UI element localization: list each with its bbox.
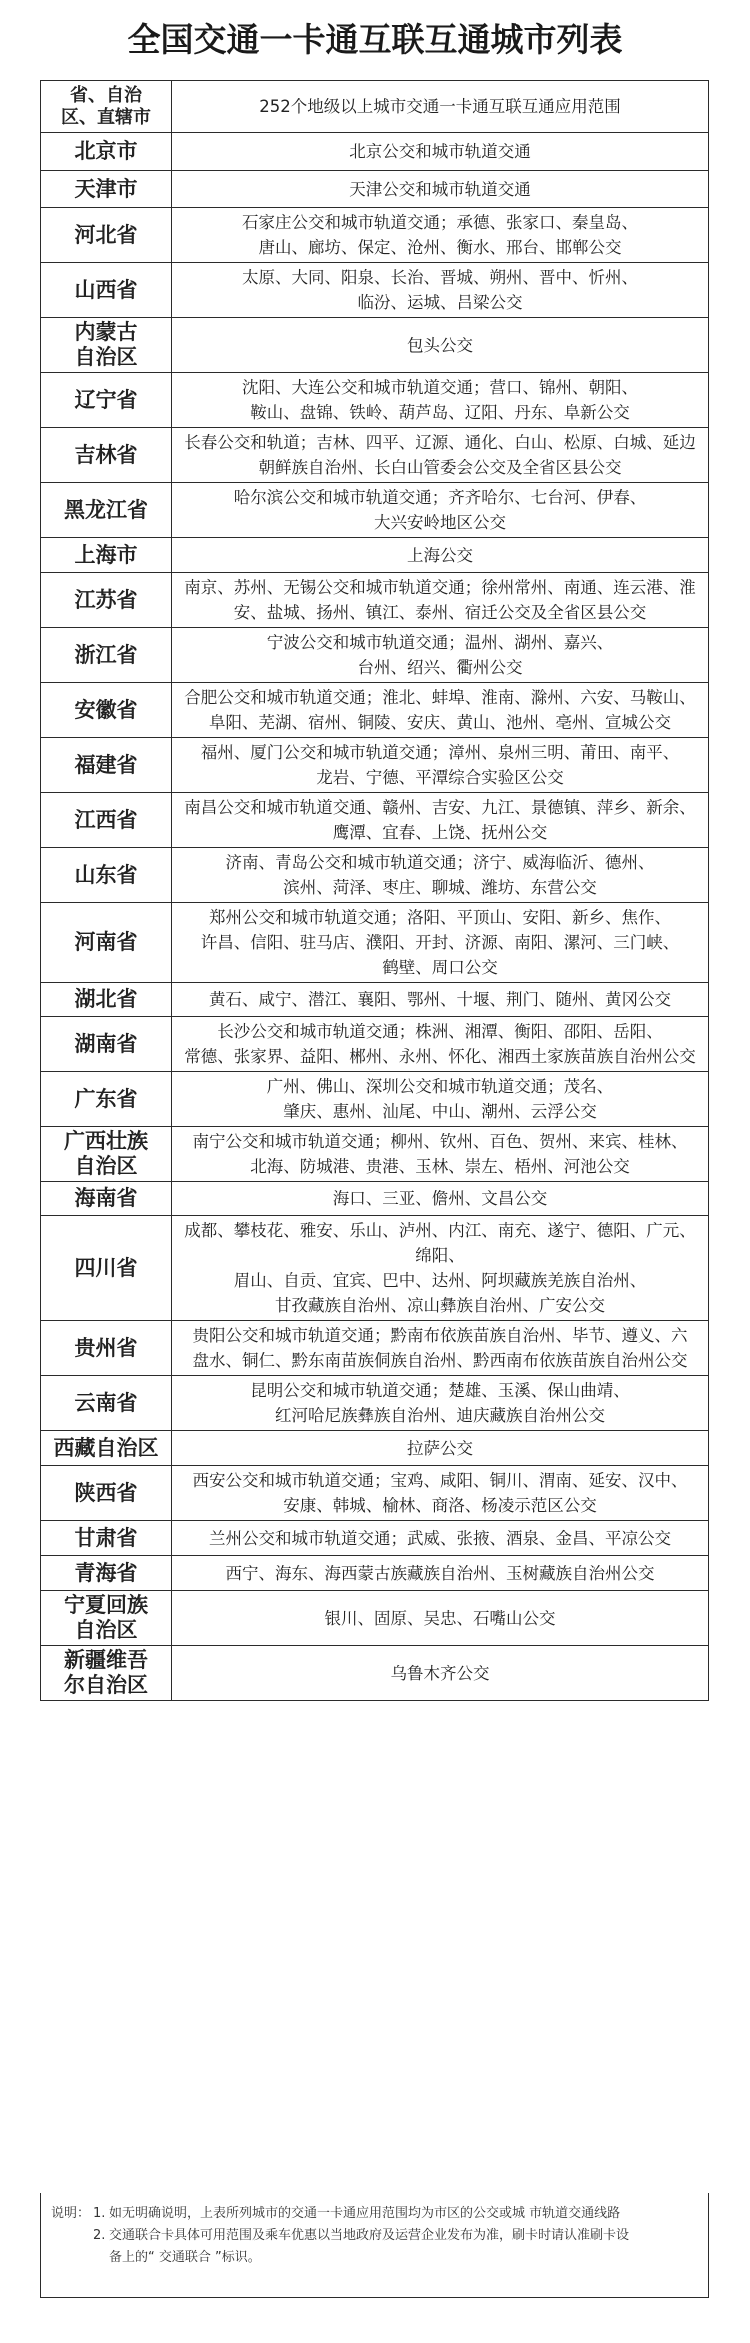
region-name: 湖北省	[74, 987, 138, 1011]
table-row	[41, 903, 709, 983]
scope-cell	[172, 428, 709, 483]
scope-text: 沈阳、大连公交和城市轨道交通；营口、锦州、朝阳、 鞍山、盘锦、铁岭、葫芦岛、辽阳、丹东、阜新公交	[242, 378, 638, 422]
table-row	[41, 1127, 709, 1182]
scope-cell	[172, 263, 709, 318]
region-name: 福建省	[74, 752, 138, 777]
table-body	[41, 81, 709, 1701]
region-cell	[41, 318, 172, 373]
scope-cell	[172, 793, 709, 848]
scope-cell	[172, 318, 709, 373]
scope-text: 昆明公交和城市轨道交通；楚雄、玉溪、保山曲靖、 红河哈尼族彝族自治州、迪庆藏族自治州公交	[250, 1381, 630, 1425]
header-scope-cell	[172, 81, 709, 133]
region-cell	[41, 373, 172, 428]
table-row	[41, 983, 709, 1017]
table-row	[41, 208, 709, 263]
scope-text: 广州、佛山、深圳公交和城市轨道交通；茂名、 肇庆、惠州、汕尾、中山、潮州、云浮公交	[266, 1077, 614, 1121]
table-row	[41, 1591, 709, 1646]
table-row	[41, 263, 709, 318]
region-cell	[41, 428, 172, 483]
table-row	[41, 1646, 709, 1701]
region-cell	[41, 1646, 172, 1701]
scope-cell	[172, 171, 709, 208]
region-name: 广西壮族 自治区	[64, 1129, 148, 1178]
region-name: 吉林省	[74, 442, 138, 467]
table-row	[41, 428, 709, 483]
table-row	[41, 573, 709, 628]
note-number: 1.	[93, 2206, 106, 2221]
region-name: 北京市	[74, 139, 138, 163]
table-row	[41, 538, 709, 573]
scope-text: 西安公交和城市轨道交通；宝鸡、咸阳、铜川、渭南、延安、汉中、 安康、韩城、榆林、商洛、杨凌示范区公交	[192, 1471, 688, 1515]
region-cell	[41, 1321, 172, 1376]
scope-text: 福州、厦门公交和城市轨道交通；漳州、泉州三明、莆田、南平、 龙岩、宁德、平潭综合实验区公交	[200, 743, 680, 787]
scope-cell	[172, 1646, 709, 1701]
region-cell	[41, 133, 172, 171]
region-name: 天津市	[74, 176, 138, 201]
scope-text: 包头公交	[407, 335, 473, 355]
region-name: 辽宁省	[74, 387, 138, 412]
scope-cell	[172, 373, 709, 428]
scope-cell	[172, 1466, 709, 1521]
table-header-row	[41, 81, 709, 133]
header-region-label: 省、自治 区、直辖市	[61, 84, 151, 128]
table-row	[41, 1216, 709, 1321]
scope-text: 西宁、海东、海西蒙古族藏族自治州、玉树藏族自治州公交	[225, 1563, 655, 1583]
scope-cell	[172, 1521, 709, 1556]
region-name: 上海市	[74, 542, 138, 567]
scope-text: 天津公交和城市轨道交通	[349, 179, 531, 199]
scope-cell	[172, 1216, 709, 1321]
region-name: 安徽省	[74, 697, 138, 722]
table-row	[41, 373, 709, 428]
table-row	[41, 1376, 709, 1431]
scope-text: 南宁公交和城市轨道交通；柳州、钦州、百色、贺州、来宾、桂林、 北海、防城港、贵港、玉林、崇左、梧州、河池公交	[192, 1132, 688, 1176]
scope-cell	[172, 573, 709, 628]
scope-cell	[172, 628, 709, 683]
note-item	[51, 2225, 698, 2247]
table-row	[41, 318, 709, 373]
table-row	[41, 848, 709, 903]
notes-label: 说明：	[51, 2206, 91, 2221]
scope-cell	[172, 683, 709, 738]
scope-text: 南昌公交和城市轨道交通、赣州、吉安、九江、景德镇、萍乡、新余、 鹰潭、宜春、上饶、抚州公交	[184, 798, 696, 842]
scope-text: 石家庄公交和城市轨道交通；承德、张家口、秦皇岛、 唐山、廊坊、保定、沧州、衡水、邢台、邯郸公交	[242, 213, 638, 257]
region-name: 青海省	[74, 1560, 138, 1585]
table-row	[41, 1556, 709, 1591]
note-continuation: 备上的“ 交通联合 ”标识。	[109, 2250, 261, 2265]
region-cell	[41, 1521, 172, 1556]
scope-text: 黄石、咸宁、潜江、襄阳、鄂州、十堰、荆门、随州、黄冈公交	[209, 990, 671, 1009]
region-cell	[41, 628, 172, 683]
region-name: 山西省	[74, 277, 138, 302]
region-cell	[41, 483, 172, 538]
scope-cell	[172, 1591, 709, 1646]
scope-text: 北京公交和城市轨道交通	[349, 142, 531, 161]
scope-text: 太原、大同、阳泉、长治、晋城、朔州、晋中、忻州、 临汾、运城、吕梁公交	[242, 268, 638, 312]
region-name: 四川省	[74, 1255, 138, 1280]
region-cell	[41, 738, 172, 793]
region-name: 陕西省	[74, 1480, 138, 1505]
scope-cell	[172, 848, 709, 903]
region-name: 新疆维吾 尔自治区	[64, 1648, 148, 1697]
scope-cell	[172, 538, 709, 573]
scope-cell	[172, 1556, 709, 1591]
region-name: 广东省	[74, 1086, 138, 1111]
page-title: 全国交通一卡通互联互通城市列表	[127, 20, 623, 59]
region-cell	[41, 683, 172, 738]
region-cell	[41, 1431, 172, 1466]
scope-text: 银川、固原、吴忠、石嘴山公交	[324, 1608, 556, 1628]
scope-cell	[172, 1017, 709, 1072]
scope-cell	[172, 133, 709, 171]
scope-cell	[172, 1182, 709, 1216]
region-cell	[41, 1376, 172, 1431]
scope-text: 兰州公交和城市轨道交通；武威、张掖、酒泉、金昌、平凉公交	[209, 1528, 671, 1548]
table-row	[41, 1521, 709, 1556]
region-cell	[41, 1591, 172, 1646]
region-cell	[41, 208, 172, 263]
region-name: 黑龙江省	[64, 497, 148, 522]
scope-text: 宁波公交和城市轨道交通；温州、湖州、嘉兴、 台州、绍兴、衢州公交	[266, 633, 614, 677]
scope-cell	[172, 483, 709, 538]
table-row	[41, 738, 709, 793]
table-row	[41, 628, 709, 683]
table-row	[41, 1321, 709, 1376]
city-table	[40, 80, 709, 1701]
region-name: 西藏自治区	[53, 1435, 159, 1460]
scope-text: 郑州公交和城市轨道交通；洛阳、平顶山、安阳、新乡、焦作、 许昌、信阳、驻马店、濮阳、开封、济源、南阳、漯河、三门峡、 鹤壁、周口公交	[200, 908, 680, 977]
notes-section	[40, 2193, 709, 2298]
region-cell	[41, 983, 172, 1017]
scope-text: 海口、三亚、儋州、文昌公交	[332, 1189, 548, 1208]
scope-text: 贵阳公交和城市轨道交通；黔南布依族苗族自治州、毕节、遵义、六 盘水、铜仁、黔东南苗族侗族自治州、黔西南布依族苗族自治州公交	[192, 1326, 688, 1370]
table-row	[41, 133, 709, 171]
table-row	[41, 793, 709, 848]
scope-text: 上海公交	[407, 545, 473, 565]
region-name: 山东省	[74, 862, 138, 887]
scope-text: 成都、攀枝花、雅安、乐山、泸州、内江、南充、遂宁、德阳、广元、绵阳、 眉山、自贡、宜宾、巴中、达州、阿坝藏族羌族自治州、 甘孜藏族自治州、凉山彝族自治州、广安公交	[184, 1221, 696, 1315]
table-row	[41, 483, 709, 538]
region-cell	[41, 1556, 172, 1591]
region-cell	[41, 573, 172, 628]
scope-cell	[172, 1127, 709, 1182]
region-cell	[41, 793, 172, 848]
region-cell	[41, 1466, 172, 1521]
region-cell	[41, 848, 172, 903]
scope-cell	[172, 738, 709, 793]
table-row	[41, 1431, 709, 1466]
scope-text: 合肥公交和城市轨道交通；淮北、蚌埠、淮南、滁州、六安、马鞍山、 阜阳、芜湖、宿州、铜陵、安庆、黄山、池州、亳州、宣城公交	[184, 688, 696, 732]
region-name: 河北省	[74, 222, 138, 247]
table-row	[41, 1466, 709, 1521]
scope-cell	[172, 1072, 709, 1127]
scope-cell	[172, 1376, 709, 1431]
region-cell	[41, 538, 172, 573]
table-row	[41, 171, 709, 208]
note-text: 交通联合卡具体可用范围及乘车优惠以当地政府及运营企业发布为准，刷卡时请认准刷卡设	[109, 2228, 630, 2243]
region-cell	[41, 1127, 172, 1182]
region-cell	[41, 1072, 172, 1127]
region-name: 湖南省	[74, 1031, 138, 1056]
region-cell	[41, 1017, 172, 1072]
scope-cell	[172, 1321, 709, 1376]
table-row	[41, 1182, 709, 1216]
scope-cell	[172, 1431, 709, 1466]
header-scope-label: 252个地级以上城市交通一卡通互联互通应用范围	[259, 97, 621, 116]
region-name: 甘肃省	[74, 1525, 138, 1550]
region-cell	[41, 1216, 172, 1321]
scope-text: 拉萨公交	[407, 1438, 473, 1458]
region-name: 河南省	[74, 930, 138, 954]
scope-cell	[172, 983, 709, 1017]
region-name: 江苏省	[74, 587, 138, 612]
scope-text: 南京、苏州、无锡公交和城市轨道交通；徐州常州、南通、连云港、淮 安、盐城、扬州、镇江、泰州、宿迁公交及全省区县公交	[184, 578, 696, 622]
scope-text: 长春公交和轨道；吉林、四平、辽源、通化、白山、松原、白城、延边 朝鲜族自治州、长白山管委会公交及全省区县公交	[184, 433, 696, 477]
scope-cell	[172, 208, 709, 263]
region-cell	[41, 171, 172, 208]
region-name: 宁夏回族 自治区	[64, 1593, 148, 1642]
region-name: 江西省	[74, 807, 138, 832]
note-item	[51, 2203, 698, 2225]
scope-text: 长沙公交和城市轨道交通；株洲、湘潭、衡阳、邵阳、岳阳、 常德、张家界、益阳、郴州、永州、怀化、湘西土家族苗族自治州公交	[184, 1022, 696, 1066]
scope-text: 济南、青岛公交和城市轨道交通；济宁、威海临沂、德州、 滨州、菏泽、枣庄、聊城、潍坊、东营公交	[225, 853, 655, 897]
region-name: 海南省	[74, 1186, 138, 1210]
header-region-cell	[41, 81, 172, 133]
table-row	[41, 1072, 709, 1127]
scope-cell	[172, 903, 709, 983]
note-number: 2.	[93, 2228, 106, 2243]
region-name: 云南省	[74, 1390, 138, 1415]
scope-text: 乌鲁木齐公交	[390, 1663, 490, 1683]
region-name: 内蒙古 自治区	[74, 320, 138, 369]
region-cell	[41, 903, 172, 983]
scope-text: 哈尔滨公交和城市轨道交通；齐齐哈尔、七台河、伊春、 大兴安岭地区公交	[233, 488, 647, 532]
region-cell	[41, 1182, 172, 1216]
note-text: 如无明确说明，上表所列城市的交通一卡通应用范围均为市区的公交或城 市轨道交通线路	[109, 2206, 621, 2221]
region-name: 浙江省	[74, 642, 138, 667]
region-cell	[41, 263, 172, 318]
table-row	[41, 1017, 709, 1072]
table-row	[41, 683, 709, 738]
region-name: 贵州省	[74, 1335, 138, 1360]
